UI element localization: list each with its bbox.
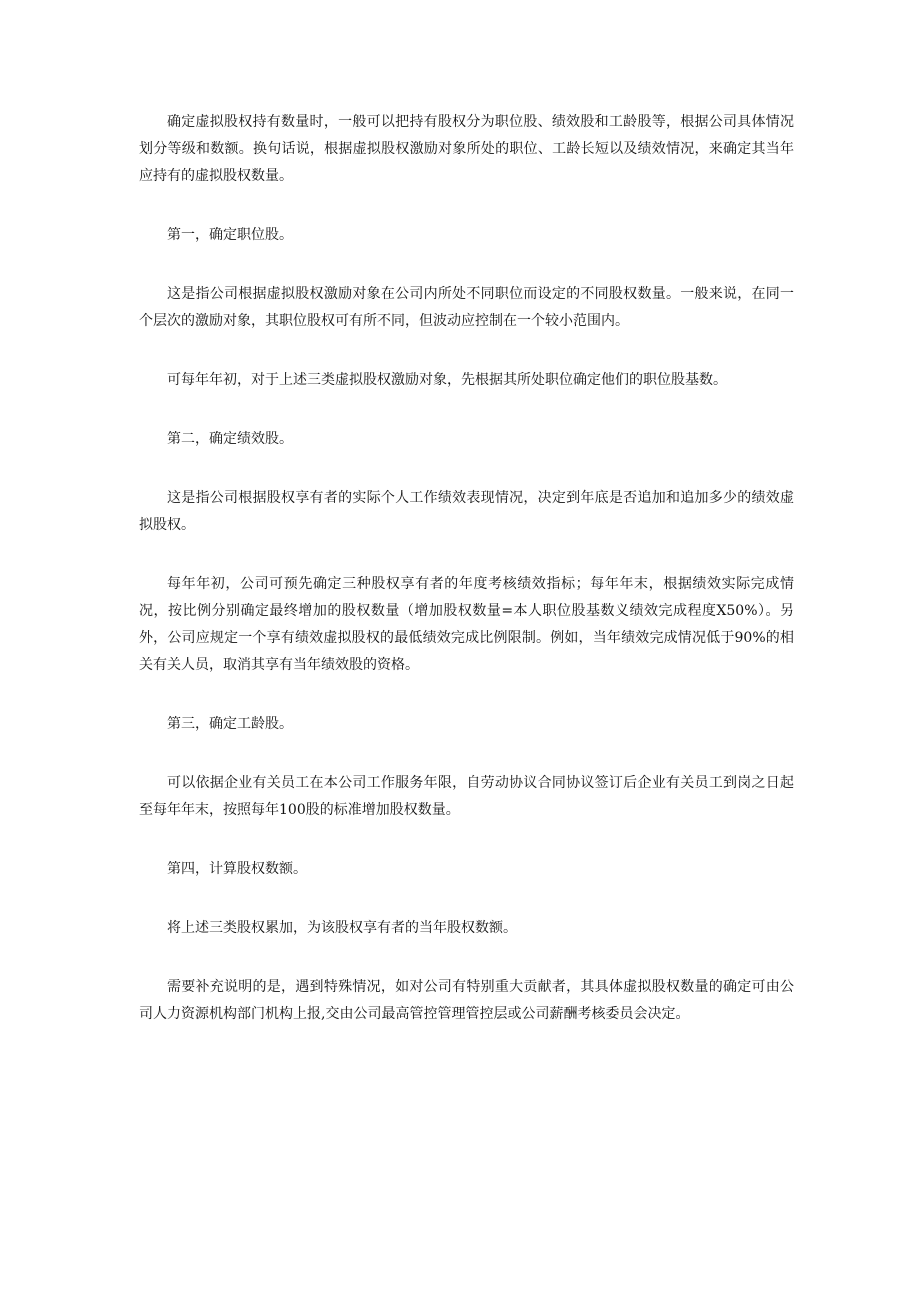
document-body — [139, 109, 794, 1060]
paragraph-special-cases: 需要补充说明的是，遇到特殊情况，如对公司有特别重大贡献者，其具体虚拟股权数量的确定可由公司人力资源机构部门机构上报,交由公司最高管控管理管控层或公司薪酬考核委员会决定。 — [139, 979, 794, 1022]
paragraph-position-shares-definition: 这是指公司根据虚拟股权激励对象在公司内所处不同职位而设定的不同股权数量。一般来说，在同一个层次的激励对象，其职位股权可有所不同，但波动应控制在一个较小范围内。 — [139, 286, 794, 329]
heading-total-shares: 第四，计算股权数额。 — [167, 861, 307, 877]
paragraph-intro: 确定虚拟股权持有数量时，一般可以把持有股权分为职位股、绩效股和工龄股等，根据公司具体情况划分等级和数额。换句话说，根据虚拟股权激励对象所处的职位、工龄长短以及绩效情况，来确定其当年应持有的虚拟股权数量。 — [139, 114, 794, 184]
paragraph-position-shares-base: 可每年年初，对于上述三类虚拟股权激励对象，先根据其所处职位确定他们的职位股基数。 — [167, 372, 727, 388]
heading-position-shares: 第一，确定职位股。 — [167, 227, 293, 243]
heading-seniority-shares: 第三，确定工龄股。 — [167, 716, 293, 732]
paragraph-performance-shares-calculation: 每年年初，公司可预先确定三种股权享有者的年度考核绩效指标；每年年末，根据绩效实际完成情况，按比例分别确定最终增加的股权数量（增加股权数量=本人职位股基数义绩效完成程度X50%）。另外，公司应规定一个享有绩效虚拟股权的最低绩效完成比例限制。例如，当年绩效完成情况低于90%的相关有关人员，取消其享有当年绩效股的资格。 — [139, 576, 794, 673]
paragraph-performance-shares-definition: 这是指公司根据股权享有者的实际个人工作绩效表现情况，决定到年底是否追加和追加多少的绩效虚拟股权。 — [139, 490, 794, 533]
heading-performance-shares: 第二，确定绩效股。 — [167, 431, 293, 447]
paragraph-total-shares: 将上述三类股权累加，为该股权享有者的当年股权数额。 — [167, 920, 517, 936]
paragraph-seniority-shares: 可以依据企业有关员工在本公司工作服务年限，自劳动协议合同协议签订后企业有关员工到岗之日起至每年年末，按照每年100股的标准增加股权数量。 — [139, 775, 794, 818]
